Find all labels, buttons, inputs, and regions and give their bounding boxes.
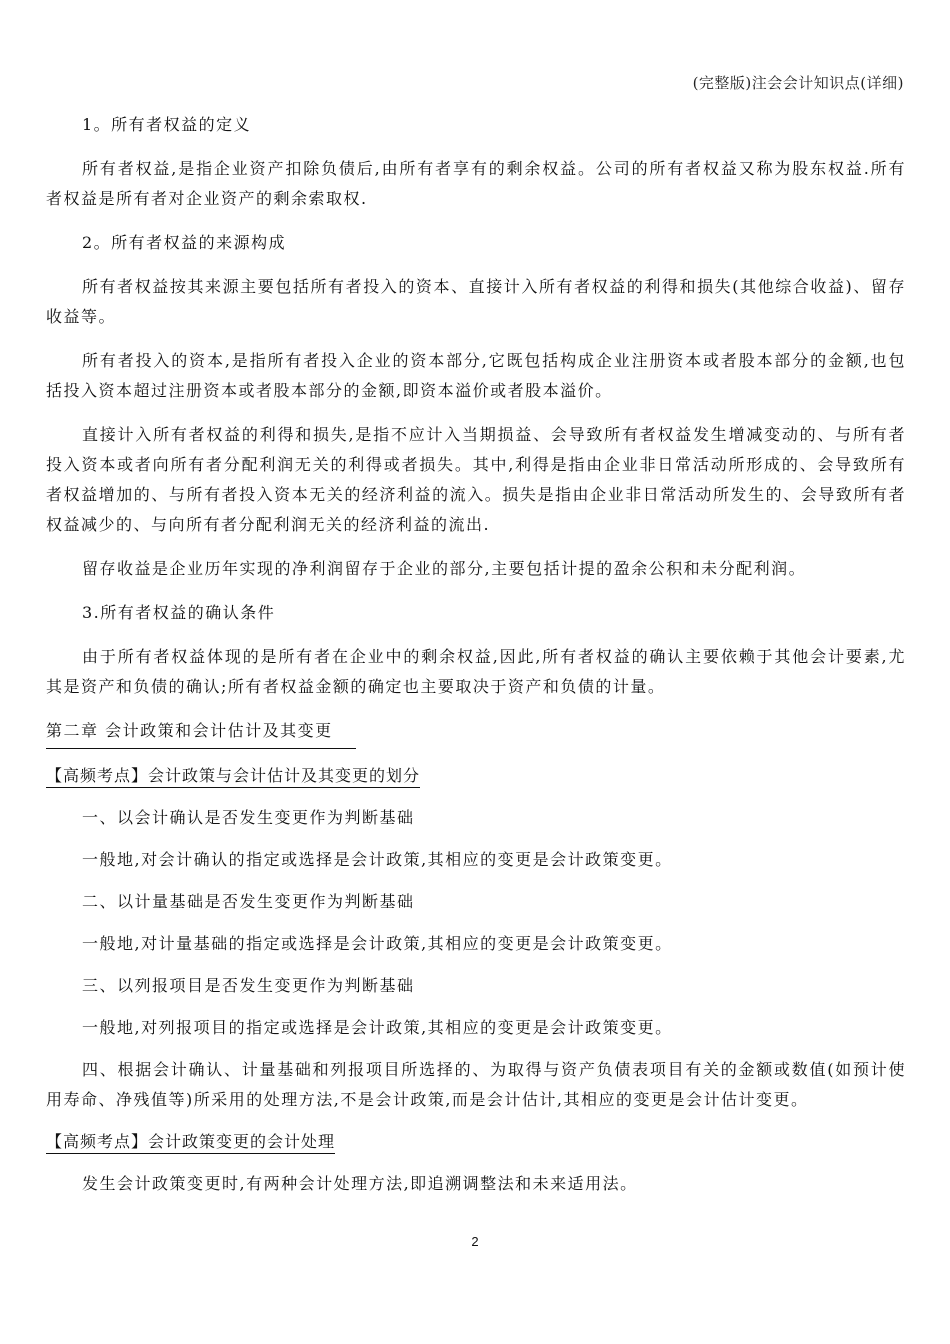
hot-topic-tag: 【高频考点】会计政策与会计估计及其变更的划分 (46, 766, 420, 788)
hot-topic-heading-division (46, 761, 906, 791)
paragraph-gains-losses: 直接计入所有者权益的利得和损失,是指不应计入当期损益、会导致所有者权益发生增减变动的、与所有者投入资本或者向所有者分配利润无关的利得或者损失。其中,利得是指由企业非日常活动所形成的、会导致所有者权益增加的、与所有者投入资本无关的经济利益的流入。损失是指由企业非日常活动所发生的、会导致所有者权益减少的、与向所有者分配利润无关的经济利益的流出. (46, 425, 906, 534)
item-heading-presentation: 三、以列报项目是否发生变更作为判断基础 (82, 976, 415, 995)
chapter-title: 第二章 会计政策和会计估计及其变更 (46, 716, 356, 749)
page-number: 2 (471, 1234, 479, 1249)
item-heading-recognition: 一、以会计确认是否发生变更作为判断基础 (82, 808, 415, 827)
section-heading-recognition: 3.所有者权益的确认条件 (82, 603, 276, 622)
section-heading-sources: 2。所有者权益的来源构成 (82, 233, 287, 252)
section-heading-definition: 1。所有者权益的定义 (82, 115, 252, 134)
document-header: (完整版)注会会计知识点(详细) (692, 74, 904, 92)
hot-topic-tag-2: 【高频考点】会计政策变更的会计处理 (46, 1132, 335, 1154)
paragraph-definition: 所有者权益,是指企业资产扣除负债后,由所有者享有的剩余权益。公司的所有者权益又称为股东权益.所有者权益是所有者对企业资产的剩余索取权. (46, 159, 906, 208)
item-text-presentation: 一般地,对列报项目的指定或选择是会计政策,其相应的变更是会计政策变更。 (82, 1018, 673, 1037)
paragraph-invested-capital: 所有者投入的资本,是指所有者投入企业的资本部分,它既包括构成企业注册资本或者股本部分的金额,也包括投入资本超过注册资本或者股本部分的金额,即资本溢价或者股本溢价。 (46, 351, 906, 400)
item-text-measurement: 一般地,对计量基础的指定或选择是会计政策,其相应的变更是会计政策变更。 (82, 934, 673, 953)
paragraph-sources: 所有者权益按其来源主要包括所有者投入的资本、直接计入所有者权益的利得和损失(其他综合收益)、留存收益等。 (46, 277, 906, 326)
paragraph-treatment-methods: 发生会计政策变更时,有两种会计处理方法,即追溯调整法和未来适用法。 (82, 1174, 638, 1193)
hot-topic-heading-treatment (46, 1127, 906, 1157)
item-heading-measurement: 二、以计量基础是否发生变更作为判断基础 (82, 892, 415, 911)
item-text-recognition: 一般地,对会计确认的指定或选择是会计政策,其相应的变更是会计政策变更。 (82, 850, 673, 869)
paragraph-recognition: 由于所有者权益体现的是所有者在企业中的剩余权益,因此,所有者权益的确认主要依赖于其他会计要素,尤其是资产和负债的确认;所有者权益金额的确定也主要取决于资产和负债的计量。 (46, 647, 906, 696)
document-body (46, 110, 906, 1213)
item-estimate: 四、根据会计确认、计量基础和列报项目所选择的、为取得与资产负债表项目有关的金额或数值(如预计使用寿命、净残值等)所采用的处理方法,不是会计政策,而是会计估计,其相应的变更是会计估计变更。 (46, 1060, 906, 1109)
paragraph-retained-earnings: 留存收益是企业历年实现的净利润留存于企业的部分,主要包括计提的盈余公积和未分配利润。 (82, 559, 807, 578)
